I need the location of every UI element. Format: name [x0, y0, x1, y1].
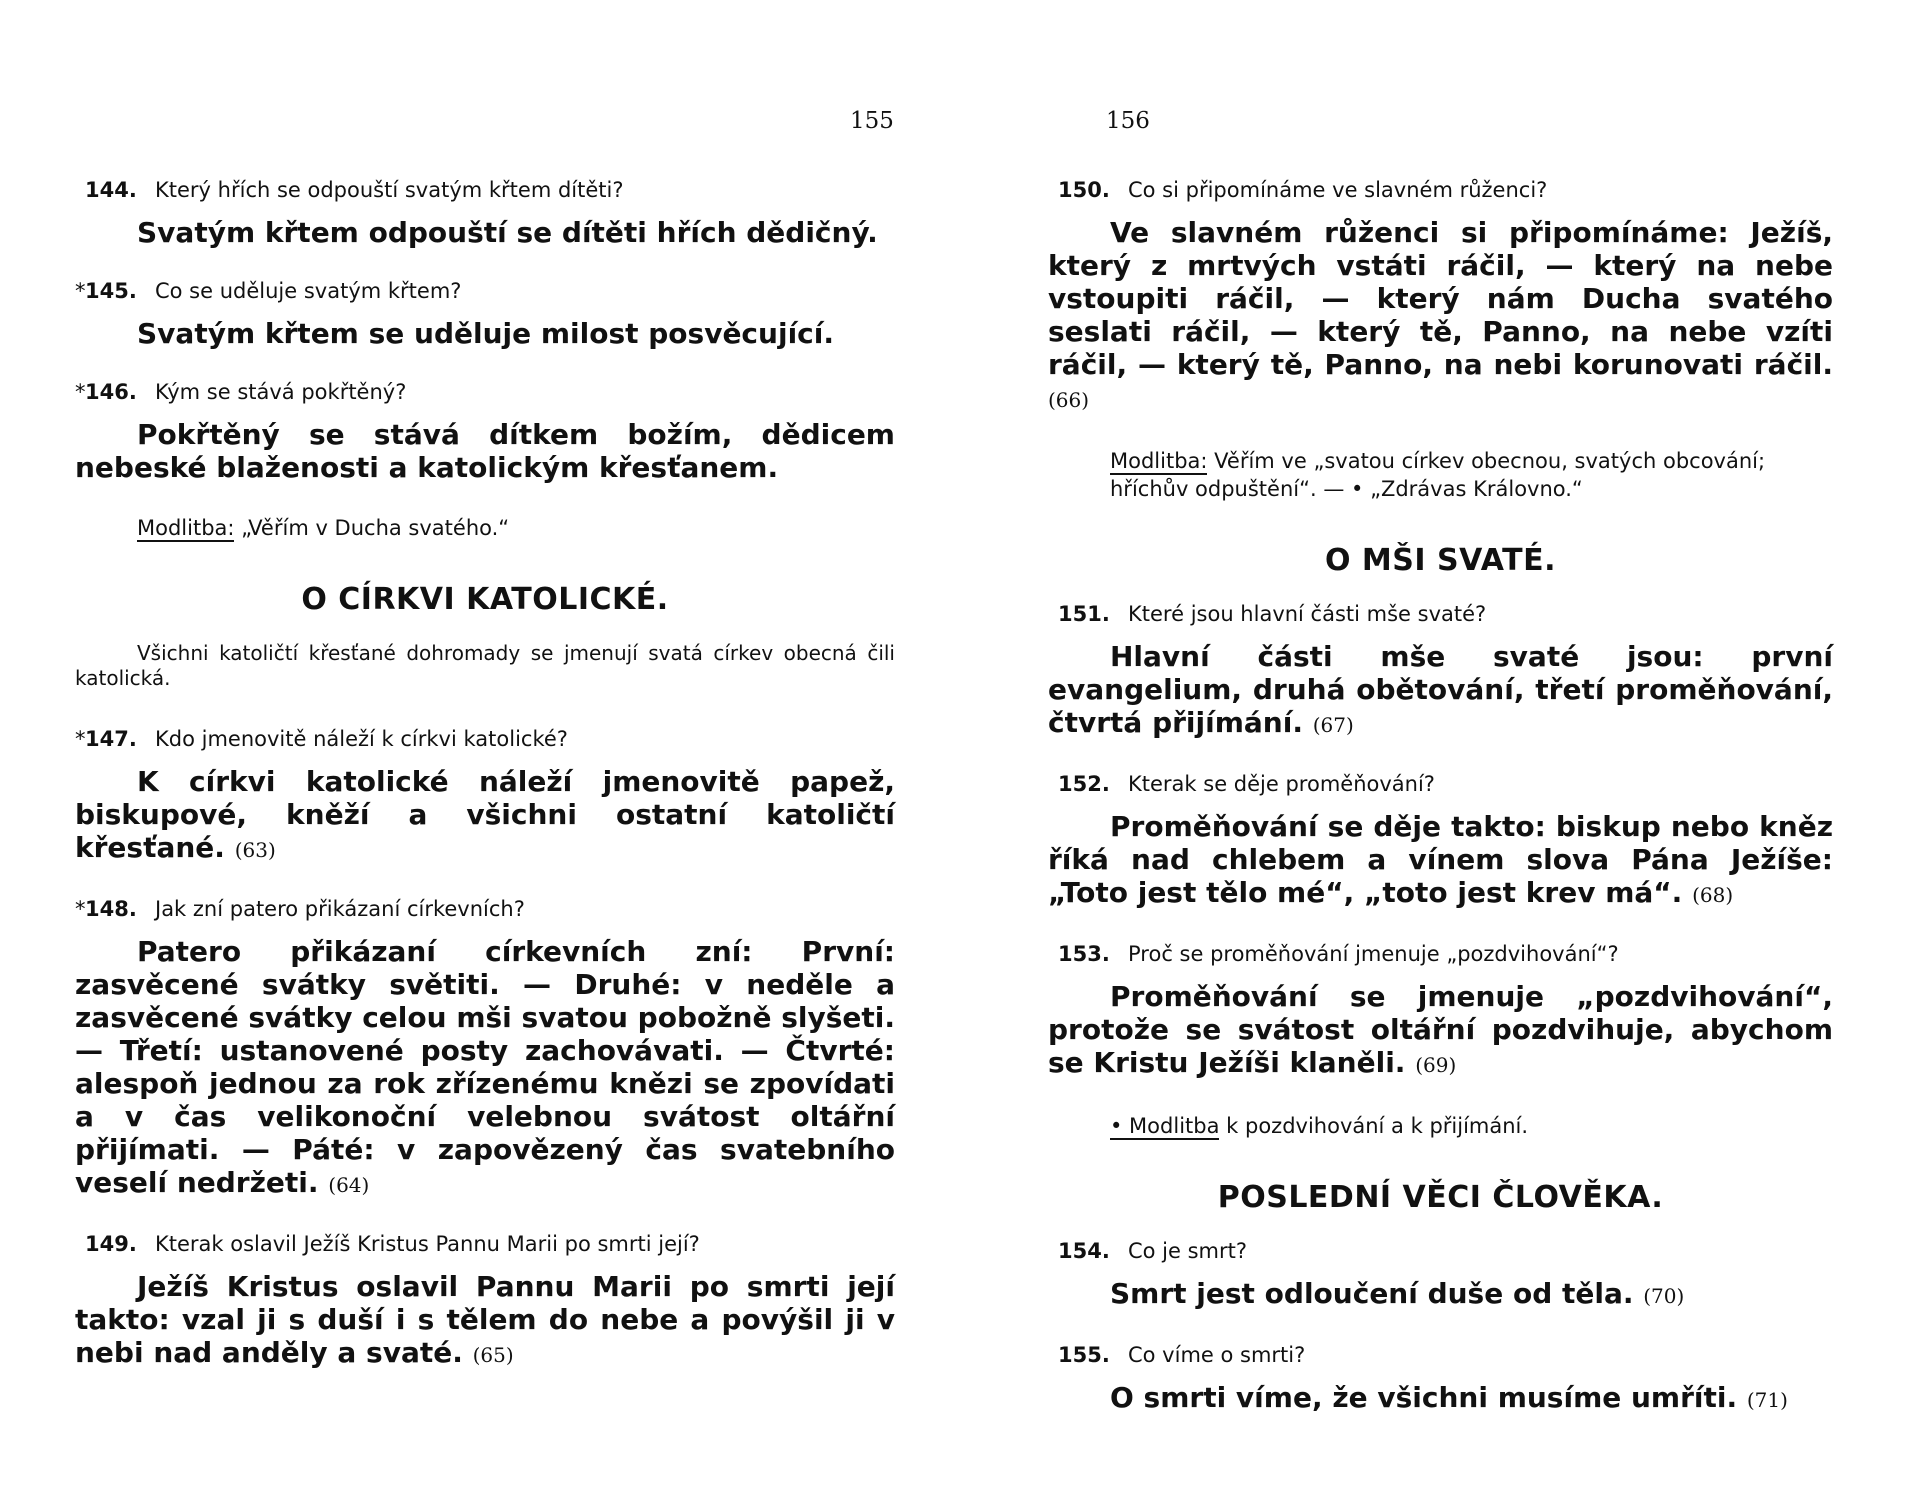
question-number: 149. [85, 1232, 137, 1256]
answer-reference: (66) [1048, 388, 1090, 412]
question [75, 1232, 895, 1256]
question-text: Kdo jmenovitě náleží k církvi katolické? [155, 727, 568, 751]
answer [1048, 640, 1833, 742]
star-marker: * [75, 279, 86, 303]
question-number: 154. [1058, 1239, 1110, 1263]
question-text: Kterak se děje proměňování? [1128, 772, 1435, 796]
question-number: 152. [1058, 772, 1110, 796]
answer [75, 418, 895, 484]
section-intro: Všichni katoličtí křesťané dohromady se jmenují svatá církev obecná čili katolická. [75, 641, 895, 690]
answer [1048, 216, 1833, 417]
section-heading: O MŠI SVATÉ. [1324, 543, 1557, 578]
prayer-text: k pozdvihování a k přijímání. [1226, 1114, 1529, 1138]
answer-text: Ježíš Kristus oslavil Pannu Marii po smrti její takto: vzal ji s duší i s tělem do nebe a povýšil ji v nebi nad anděly a svaté. [75, 1270, 895, 1369]
answer-text: Proměňování se děje takto: biskup nebo kněz říká nad chlebem a vínem slova Pána Ježíše: „Toto jest tělo mé“, „toto jest krev má“. [1048, 810, 1833, 909]
question-text: Co se uděluje svatým křtem? [155, 279, 462, 303]
question-number: 147. [85, 727, 137, 751]
right-page [961, 0, 1922, 1500]
answer-text: K církvi katolické náleží jmenovitě papež, biskupové, kněží a všichni ostatní katoličtí křesťané. [75, 765, 895, 864]
question [1048, 942, 1833, 966]
answer-reference: (71) [1746, 1388, 1788, 1412]
question-number: 150. [1058, 178, 1110, 202]
question-text: Který hřích se odpouští svatým křtem dítěti? [155, 178, 624, 202]
question [75, 380, 895, 404]
answer-text: O smrti víme, že všichni musíme umříti. [1110, 1381, 1738, 1414]
right-column [1048, 178, 1833, 1447]
question-text: Kterak oslavil Ježíš Kristus Pannu Marii po smrti její? [155, 1232, 700, 1256]
answer-text: Hlavní části mše svaté jsou: první evangelium, druhá obětování, třetí proměňování, čtvrtá přijímání. [1048, 640, 1833, 739]
answer-reference: (67) [1312, 713, 1354, 737]
answer [1048, 1277, 1833, 1313]
answer-text: Svatým křtem se uděluje milost posvěcující. [137, 317, 834, 350]
prayer-label: • Modlitba [1110, 1114, 1220, 1138]
question-text: Jak zní patero přikázaní církevních? [155, 897, 525, 921]
answer-reference: (68) [1692, 883, 1734, 907]
question [1048, 602, 1833, 626]
section-heading: POSLEDNÍ VĚCI ČLOVĚKA. [1217, 1180, 1664, 1215]
prayer-note [1110, 447, 1833, 503]
question [75, 279, 895, 303]
answer [75, 317, 895, 350]
question-number: 146. [85, 380, 137, 404]
question-text: Kým se stává pokřtěný? [155, 380, 407, 404]
page-number-left: 155 [850, 108, 894, 134]
page-number-right: 156 [1106, 108, 1150, 134]
question-number: 153. [1058, 942, 1110, 966]
question [1048, 1239, 1833, 1263]
answer-text: Patero přikázaní církevních zní: První: zasvěcené svátky světiti. — Druhé: v neděle a zasvěcené svátky celou mši svatou pobožně slyšeti. — Třetí: ustanovené posty zachovávati. — Čtvrté: alespoň jednou za rok zřízenému knězi se zpovídati a v čas velikonoční velebnou svátost oltářní přijímati. — Páté: v zapovězený čas svatebního veselí nedržeti. [75, 935, 895, 1199]
answer-text: Proměňování se jmenuje „pozdvihování“, protože se svátost oltářní pozdvihuje, abychom se Kristu Ježíši klaněli. [1048, 980, 1833, 1079]
prayer-label: Modlitba: [1110, 449, 1208, 473]
answer-text: Smrt jest odloučení duše od těla. [1110, 1277, 1634, 1310]
question-number: 148. [85, 897, 137, 921]
prayer-text: „Věřím v Ducha svatého.“ [241, 516, 510, 540]
question-text: Proč se proměňování jmenuje „pozdvihování“? [1128, 942, 1619, 966]
left-column [75, 178, 895, 1402]
question-number: 144. [85, 178, 137, 202]
section-heading: O CÍRKVI KATOLICKÉ. [301, 582, 669, 617]
prayer-note [1110, 1112, 1833, 1140]
star-marker: * [75, 897, 86, 921]
prayer-text: Věřím ve „svatou církev obecnou, svatých obcování; hříchův odpuštění“. — • „Zdrávas Královno.“ [1110, 449, 1766, 501]
question [75, 178, 895, 202]
answer [1048, 980, 1833, 1082]
question-number: 145. [85, 279, 137, 303]
answer-reference: (70) [1643, 1284, 1685, 1308]
prayer-label: Modlitba: [137, 516, 235, 540]
answer [1048, 1381, 1833, 1417]
star-marker: * [75, 727, 86, 751]
question [1048, 772, 1833, 796]
question [75, 727, 895, 751]
question [1048, 178, 1833, 202]
answer-text: Ve slavném růženci si připomínáme: Ježíš, který z mrtvých vstáti ráčil, — který na nebe vstoupiti ráčil, — který nám Ducha svatého seslati ráčil, — který tě, Panno, na nebe vzíti ráčil, — který tě, Panno, na nebi korunovati ráčil. [1048, 216, 1833, 381]
star-marker: * [75, 380, 86, 404]
prayer-note [137, 514, 895, 542]
question-number: 155. [1058, 1343, 1110, 1367]
question-number: 151. [1058, 602, 1110, 626]
question [1048, 1343, 1833, 1367]
answer [75, 1270, 895, 1372]
answer [1048, 810, 1833, 912]
answer-text: Pokřtěný se stává dítkem božím, dědicem nebeské blaženosti a katolickým křesťanem. [75, 418, 895, 484]
answer-text: Svatým křtem odpouští se dítěti hřích dědičný. [137, 216, 878, 249]
question [75, 897, 895, 921]
question-text: Co si připomínáme ve slavném růženci? [1128, 178, 1548, 202]
question-text: Co víme o smrti? [1128, 1343, 1306, 1367]
answer [75, 216, 895, 249]
answer-reference: (64) [328, 1173, 370, 1197]
answer-reference: (63) [234, 838, 276, 862]
question-text: Co je smrt? [1128, 1239, 1248, 1263]
answer-reference: (69) [1415, 1053, 1457, 1077]
answer [75, 765, 895, 867]
answer [75, 935, 895, 1202]
answer-reference: (65) [472, 1343, 514, 1367]
question-text: Které jsou hlavní části mše svaté? [1128, 602, 1487, 626]
